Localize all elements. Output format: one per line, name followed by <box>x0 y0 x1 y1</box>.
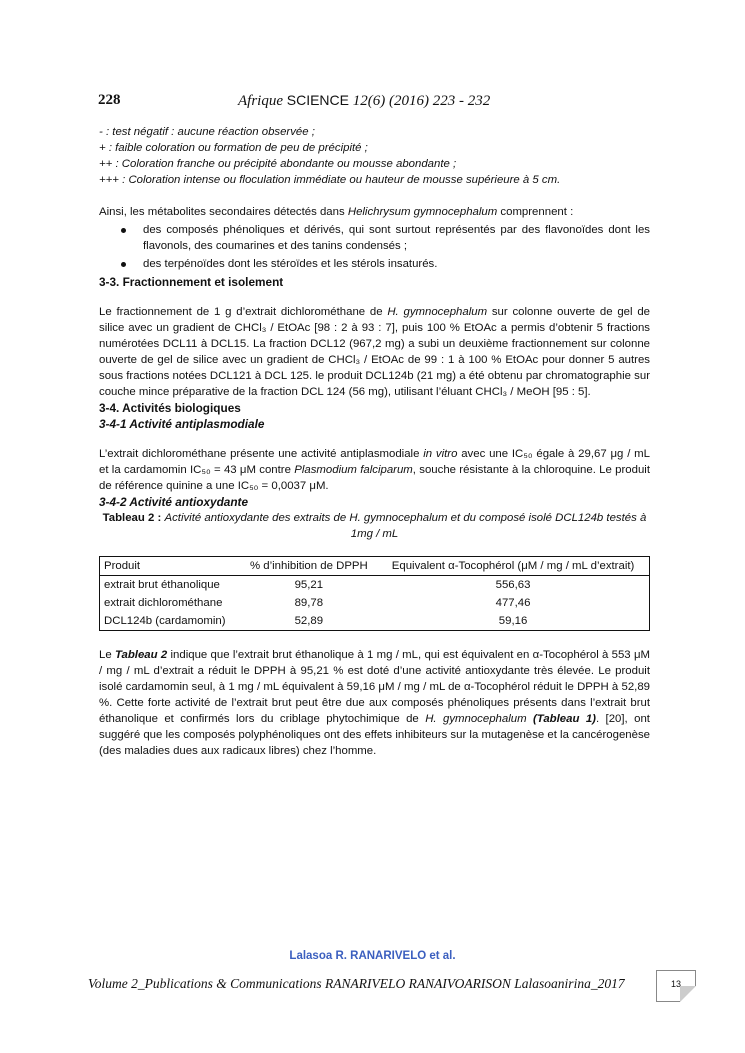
table-caption-text: Activité antioxydante des extraits de H. gymnocephalum et du composé isolé DCL124b testés à 1mg / mL <box>164 512 647 540</box>
page-number: 228 <box>98 92 121 108</box>
page-footer: Volume 2_Publications & Communications RANARIVELO RANAIVOARISON Lalasoanirina_2017 <box>88 976 625 991</box>
antioxidant-table <box>99 556 650 631</box>
author-line: Lalasoa R. RANARIVELO et al. <box>289 950 456 962</box>
table-cell: extrait brut éthanolique <box>100 576 241 595</box>
table-row <box>100 576 650 595</box>
footer-page-number: 13 <box>670 979 681 989</box>
paragraph-text: Le fractionnement de 1 g d’extrait dichlorométhane de <box>99 306 388 318</box>
journal-science: SCIENCE <box>286 92 349 108</box>
intro-text-end: comprennent : <box>497 206 574 218</box>
table-reference: Tableau 2 <box>114 649 168 661</box>
bullet-icon <box>121 262 126 267</box>
legend-line: + : faible coloration ou formation de peu de précipité ; <box>99 142 368 154</box>
table-cell: 59,16 <box>377 612 649 631</box>
species-name: Helichrysum gymnocephalum <box>347 206 498 218</box>
legend-line: - : test négatif : aucune réaction observée ; <box>99 126 315 138</box>
paragraph-text: L’extrait dichlorométhane présente une activité antiplasmodiale <box>99 448 424 460</box>
species-name: H. gymnocephalum <box>387 306 488 318</box>
column-header: % d’inhibition de DPPH <box>241 557 377 576</box>
legend-line: +++ : Coloration intense ou floculation immédiate ou hauteur de mousse supérieure à 5 cm. <box>99 174 561 186</box>
column-header: Equivalent α-Tocophérol (μM / mg / mL d’extrait) <box>377 557 649 576</box>
section-title: 3-4. Activités biologiques <box>99 401 241 415</box>
page-fold-icon <box>680 986 696 1002</box>
table-reference: (Tableau 1) <box>533 713 596 725</box>
section-title: 3-3. Fractionnement et isolement <box>99 275 284 289</box>
bullet-list <box>99 222 650 272</box>
species-name: Plasmodium falciparum <box>294 464 413 476</box>
table-cell: 95,21 <box>294 579 324 591</box>
subsection-title: 3-4-2 Activité antioxydante <box>99 495 249 509</box>
table-cell: DCL124b (cardamomin) <box>100 612 241 631</box>
list-item <box>99 222 650 254</box>
table-row <box>100 594 650 612</box>
species-name: H. gymnocephalum <box>425 713 527 725</box>
intro-text: Ainsi, les métabolites secondaires détectés dans <box>99 206 348 218</box>
table-caption-label: Tableau 2 : <box>102 512 162 524</box>
main-content <box>99 124 650 759</box>
column-header: Produit <box>100 557 241 576</box>
legend-line: ++ : Coloration franche ou précipité abondante ou mousse abondante ; <box>99 158 457 170</box>
footer-page-box <box>656 970 696 1002</box>
table-cell: extrait dichlorométhane <box>100 594 241 612</box>
in-vitro-text: in vitro <box>423 448 458 460</box>
fractionation-paragraph <box>99 304 650 400</box>
journal-title <box>238 92 490 110</box>
table-cell: 556,63 <box>377 576 649 595</box>
paragraph-text: , souche résistante à la chloroquine. Le produit de référence quinine a une IC₅₀ = 0,0037 μM. <box>99 464 650 492</box>
paragraph-text: avec une IC₅₀ égale à 29,67 μg / mL et la cardamomin IC₅₀ = 43 μM contre <box>99 448 650 476</box>
table-cell: 477,46 <box>377 594 649 612</box>
table-header-row <box>100 557 650 576</box>
journal-volume: 12(6) (2016) 223 - 232 <box>352 93 491 109</box>
bullet-icon <box>121 228 126 233</box>
paragraph-text: . [20], ont suggéré que les composés polyphénoliques ont des effets inhibiteurs sur la mutagenèse et la cancérogenèse (des maladies dues aux radicaux libres) chez l’homme. <box>99 713 650 757</box>
table-caption <box>99 510 650 542</box>
list-item-text: des composés phénoliques et dérivés, qui sont surtout représentés par des flavonoïdes dont les flavonols, des coumarines et des tanins condensés ; <box>143 224 650 252</box>
table-cell: 89,78 <box>294 597 324 609</box>
table-row <box>100 612 650 631</box>
list-item <box>99 256 650 272</box>
page-header <box>98 92 650 112</box>
paragraph-text: sur colonne ouverte de gel de silice avec un gradient de CHCl₃ / EtOAc [98 : 2 à 93 : 7], puis 100 % EtOAc a permis d’obtenir 5 fractions numérotées DCL11 à DCL15. La fraction DCL12 (967,2 mg) a subi un deuxième fractionnement sur colonne ouverte de gel de silice avec un gradient de CHCl₃ / EtOAc de 99 : 1 à 100 % EtOAc pour donner 5 autres sous fractions notées DCL121 à DCL 125. le produit DCL124b (21 mg) a été obtenu par chromatographie sur couche mince préparative de la fraction DCL 124 (56 mg), utilisant l’éluant CHCl₃ / MeOH [95 : 5]. <box>99 306 650 398</box>
conclusion-paragraph <box>99 647 650 759</box>
journal-name: Afrique <box>238 93 283 109</box>
intro-paragraph <box>99 204 650 220</box>
subsection-title: 3-4-1 Activité antiplasmodiale <box>99 417 265 431</box>
table-cell: 52,89 <box>241 612 377 631</box>
paragraph-text: indique que l’extrait brut éthanolique à 1 mg / mL, qui est équivalent en α-Tocophérol à 553 μM / mg / mL d’extrait a réduit le DPPH à 95,21 % est doté d’une activité antioxydante très élevée. Le produit isolé cardamomin seul, à 1 mg / mL équivalent à 59,16 μM / mg / mL de α-Tocophérol réduit le DPPH à 52,89 %. Cette forte activité de l’extrait brut peut être due aux composés phénoliques présents dans l’extrait brut éthanolique et confirmés lors du criblage phytochimique de <box>99 649 650 725</box>
paragraph-text: Le <box>99 649 115 661</box>
list-item-text: des terpénoïdes dont les stéroïdes et les stérols insaturés. <box>143 258 438 270</box>
antiplasmodial-paragraph <box>99 446 650 494</box>
